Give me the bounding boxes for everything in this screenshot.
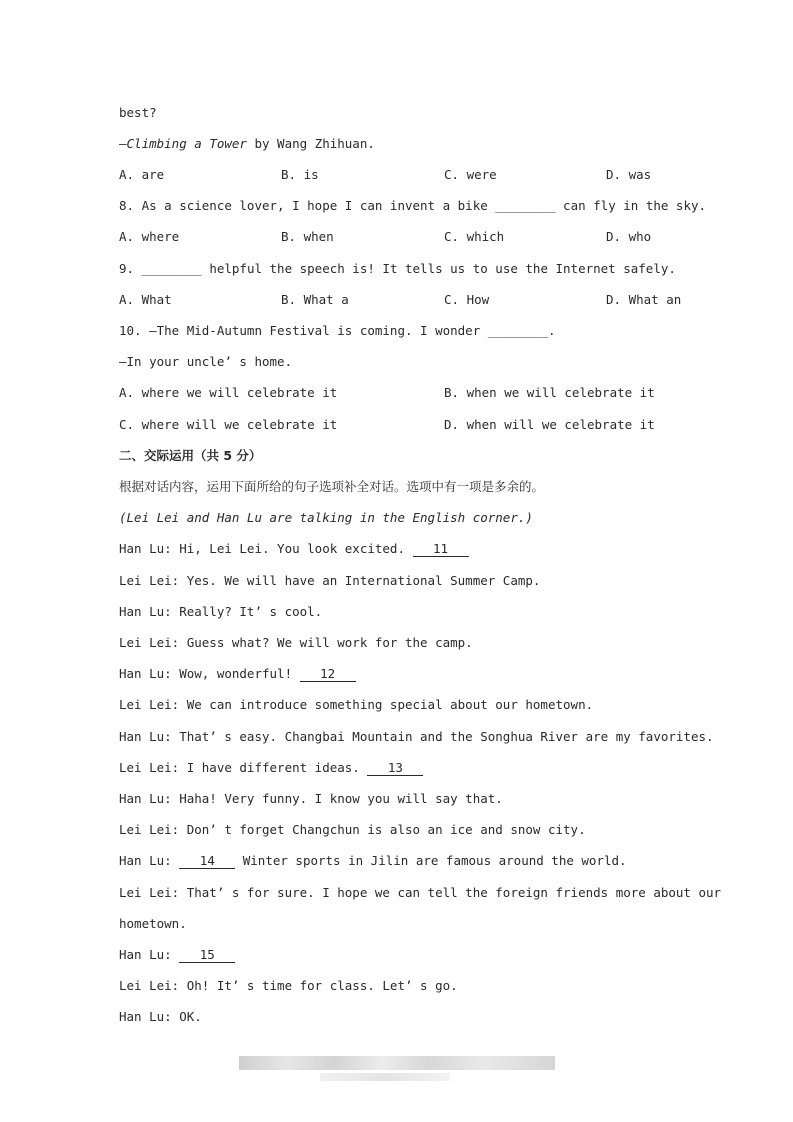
q8-stem-before: 8. As a science lover, I hope I can invent a bike	[119, 198, 496, 213]
dialogue-line: Han Lu: Haha! Very funny. I know you will say that.	[119, 791, 503, 806]
dialogue-line	[119, 541, 469, 557]
q7-stem-tail: best?	[119, 105, 157, 120]
dialogue-text: Han Lu:	[119, 853, 180, 868]
q9-stem	[119, 261, 676, 277]
q8-option-d: D. who	[606, 229, 652, 244]
dialogue-text: Han Lu:	[119, 947, 180, 962]
q7-answer-dash: —	[119, 136, 127, 151]
dialogue-line	[119, 947, 235, 963]
blurred-footer-watermark-sub	[320, 1073, 450, 1081]
dialogue-line	[119, 853, 627, 869]
q8-stem-after: can fly in the sky.	[555, 198, 707, 213]
q9-option-c: C. How	[444, 292, 490, 307]
q7-option-a: A. are	[119, 167, 165, 182]
dialogue-line: Lei Lei: Yes. We will have an International Summer Camp.	[119, 573, 541, 588]
dialogue-line: Han Lu: OK.	[119, 1009, 202, 1024]
q9-option-b: B. What a	[281, 292, 349, 307]
q8-blank: ________	[495, 198, 556, 213]
answer-blank-12: 12	[300, 667, 356, 682]
q10-blank: ________	[487, 323, 548, 338]
q7-option-c: C. were	[444, 167, 497, 182]
dialogue-line: Han Lu: Really? It’ s cool.	[119, 604, 323, 619]
q7-option-b: B. is	[281, 167, 319, 182]
q10-stem	[119, 323, 556, 339]
dialogue-line: Lei Lei: We can introduce something special about our hometown.	[119, 697, 594, 712]
q9-stem-before: 9.	[119, 261, 142, 276]
q10-stem-after: .	[547, 323, 556, 338]
dialogue-text: Lei Lei: I have different ideas.	[119, 760, 368, 775]
q10-option-c: C. where will we celebrate it	[119, 417, 338, 432]
q9-option-a: A. What	[119, 292, 172, 307]
dialogue-line: Han Lu: That’ s easy. Changbai Mountain and the Songhua River are my favorites.	[119, 729, 714, 744]
q10-option-d: D. when will we celebrate it	[444, 417, 655, 432]
q10-answer: —In your uncle’ s home.	[119, 354, 293, 369]
dialogue-line: hometown.	[119, 916, 187, 931]
q8-option-a: A. where	[119, 229, 180, 244]
q7-answer-title: Climbing a Tower	[126, 136, 247, 151]
dialogue-context: (Lei Lei and Han Lu are talking in the English corner.)	[119, 510, 533, 525]
q8-option-b: B. when	[281, 229, 334, 244]
q10-option-b: B. when we will celebrate it	[444, 385, 655, 400]
q7-option-d: D. was	[606, 167, 652, 182]
dialogue-line: Lei Lei: Oh! It’ s time for class. Let’ s go.	[119, 978, 458, 993]
section-instruction: 根据对话内容，运用下面所给的句子选项补全对话。选项中有一项是多余的。	[119, 479, 545, 494]
answer-blank-14: 14	[179, 854, 235, 869]
answer-blank-15: 15	[179, 948, 235, 963]
q7-answer-rest: by Wang Zhihuan.	[246, 136, 375, 151]
dialogue-text: Han Lu: Wow, wonderful!	[119, 666, 300, 681]
dialogue-line: Lei Lei: Don’ t forget Changchun is also an ice and snow city.	[119, 822, 586, 837]
answer-blank-13: 13	[367, 761, 423, 776]
q9-blank: ________	[141, 261, 202, 276]
q7-answer-line	[119, 136, 375, 152]
q8-option-c: C. which	[444, 229, 505, 244]
dialogue-text-after: Winter sports in Jilin are famous around the world.	[235, 853, 627, 868]
blurred-footer-watermark	[239, 1056, 555, 1070]
dialogue-line: Lei Lei: That’ s for sure. I hope we can tell the foreign friends more about our	[119, 885, 722, 900]
dialogue-line	[119, 666, 356, 682]
section-heading: 二、交际运用（共 5 分）	[119, 448, 262, 463]
q10-stem-before: 10. —The Mid-Autumn Festival is coming. I wonder	[119, 323, 488, 338]
dialogue-line: Lei Lei: Guess what? We will work for the camp.	[119, 635, 473, 650]
q8-stem	[119, 198, 706, 214]
dialogue-line	[119, 760, 423, 776]
q10-option-a: A. where we will celebrate it	[119, 385, 338, 400]
q9-stem-after: helpful the speech is! It tells us to use the Internet safely.	[201, 261, 676, 276]
dialogue-text: Han Lu: Hi, Lei Lei. You look excited.	[119, 541, 413, 556]
q9-option-d: D. What an	[606, 292, 682, 307]
answer-blank-11: 11	[413, 542, 469, 557]
